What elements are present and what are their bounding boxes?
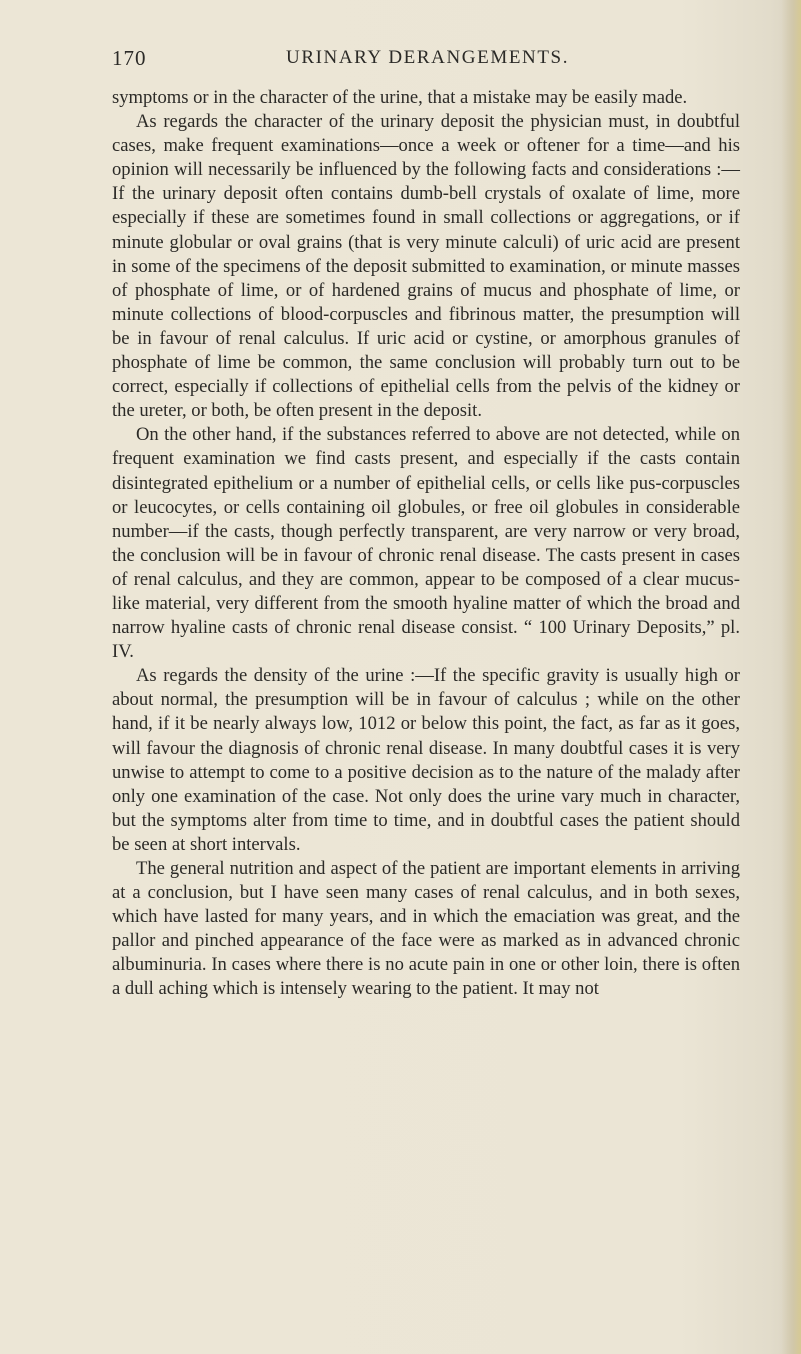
paragraph-casts: On the other hand, if the substances referred to above are not detected, while on frequent examination we find casts present, and especially if the casts contain disintegrated epithelium or a number of epithelial cells, or cells like pus-corpuscles or leucocytes, or cells containing oil globules, or free oil globules in considerable number—if the casts, though perfectly transparent, are very narrow or very broad, the conclusion will be in favour of chronic renal disease. The casts present in cases of renal calculus, and they are common, appear to be composed of a clear mucus-like material, very different from the smooth hyaline matter of which the broad and narrow hyaline casts of chronic renal disease consist. “ 100 Urinary Deposits,” pl. IV.: [112, 424, 740, 663]
page-header: [112, 46, 740, 80]
paragraph-nutrition: The general nutrition and aspect of the patient are important elements in arriving at a conclusion, but I have seen many cases of renal calculus, and in both sexes, which have lasted for many years, and in which the emaciation was great, and the pallor and pinched appearance of the face were as marked as in advanced chronic albuminuria. In cases where there is no acute pain in one or other loin, there is often a dull aching which is intensely wearing to the patient. It may not: [112, 858, 740, 1000]
page-number: 170: [112, 46, 147, 70]
body-text: [112, 86, 740, 1002]
page-edge-shadow: [781, 0, 801, 1354]
paragraph-continuation: symptoms or in the character of the urine, that a mistake may be easily made.: [112, 87, 688, 108]
paragraph-density: As regards the density of the urine :—If the specific gravity is usually high or about normal, the presumption will be in favour of calculus ; while on the other hand, if it be nearly always low, 1012 or below this point, the fact, as far as it goes, will favour the diagnosis of chronic renal disease. In many doubtful cases it is very unwise to attempt to come to a positive decision as to the nature of the malady after only one examination of the case. Not only does the urine vary much in character, but the symptoms alter from time to time, and in doubtful cases the patient should be seen at short intervals.: [112, 665, 740, 855]
running-title: URINARY DERANGEMENTS.: [286, 47, 570, 68]
paragraph-urinary-deposit: As regards the character of the urinary deposit the physician must, in doubtful cases, make frequent examinations—once a week or oftener for a time—and his opinion will necessarily be influenced by the following facts and considerations :—If the urinary deposit often contains dumb-bell crystals of oxalate of lime, more especially if these are sometimes found in small collections or aggregations, or if minute globular or oval grains (that is very minute calculi) of uric acid are present in some of the specimens of the deposit submitted to examination, or minute masses of phosphate of lime, or of hardened grains of mucus and phosphate of lime, or minute collections of blood-corpuscles and fibrinous matter, the presumption will be in favour of renal calculus. If uric acid or cystine, or amorphous granules of phosphate of lime be common, the same conclusion will probably turn out to be correct, especially if collections of epithelial cells from the pelvis of the kidney or the ureter, or both, be often present in the deposit.: [112, 111, 740, 422]
